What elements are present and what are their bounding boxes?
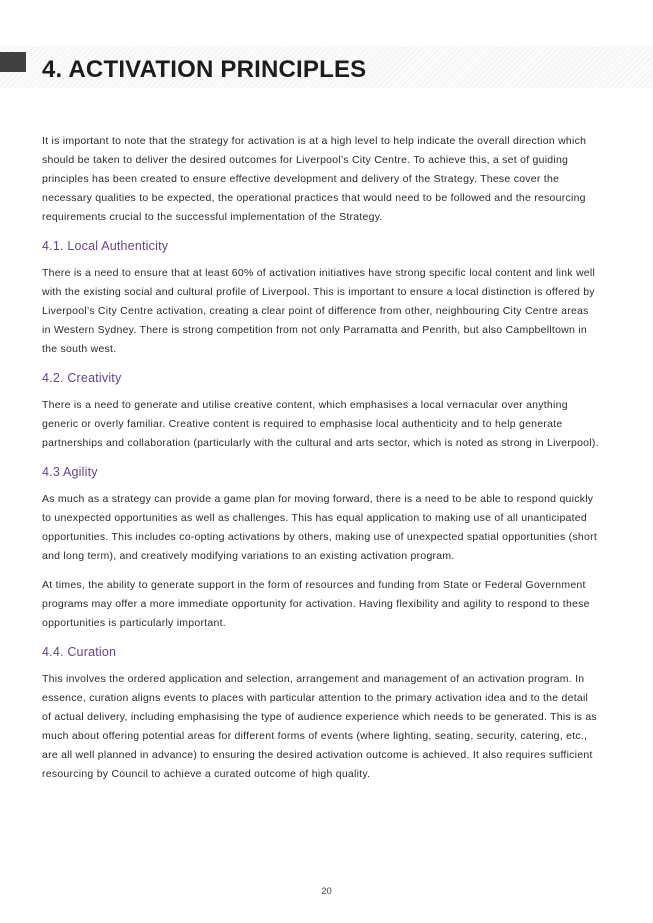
page-title: 4. ACTIVATION PRINCIPLES — [42, 56, 367, 83]
section-heading-local-authenticity: 4.1. Local Authenticity — [42, 239, 169, 253]
section-paragraph: As much as a strategy can provide a game plan for moving forward, there is a need to be able to respond quickly to unexpected opportunities as well as challenges. This has equal application to making use of all unanticipated opportunities. This includes co-opting activations by others, making use of unexpected spatial opportunities (short and long term), and creatively modifying variations to an existing activation program. — [42, 493, 598, 562]
intro-paragraph: It is important to note that the strategy for activation is at a high level to help indicate the overall direction which should be taken to deliver the desired outcomes for Liverpool’s City Centre. To achieve this, a set of guiding principles has been created to ensure effective development and delivery of the Strategy. These cover the necessary qualities to be expected, the operational practices that would need to be followed and the resourcing requirements crucial to the successful implementation of the Strategy. — [42, 135, 587, 223]
section-paragraph: At times, the ability to generate support in the form of resources and funding from State or Federal Government programs may offer a more immediate opportunity for activation. Having flexibility and agility to respond to these opportunities is particularly important. — [42, 579, 590, 629]
section-paragraph: There is a need to ensure that at least 60% of activation initiatives have strong specific local content and link well with the existing social and cultural profile of Liverpool. This is important to ensure a local distinction is offered by Liverpool’s City Centre activation, creating a clear point of difference from other, neighbouring City Centre areas in Western Sydney. There is strong competition from not only Parramatta and Penrith, but also Campbelltown in the south west. — [42, 267, 596, 355]
section-paragraph: This involves the ordered application and selection, arrangement and management of an activation program. In essence, curation aligns events to places with particular attention to the primary activation idea and to the detail of actual delivery, including emphasising the type of audience experience which needs to be generated. This is as much about offering potential areas for different forms of events (where lighting, seating, security, catering, etc., are all well planned in advance) to ensuring the desired activation outcome is achieved. It also requires sufficient resourcing by Council to achieve a curated outcome of high quality. — [42, 673, 597, 780]
section-paragraph: There is a need to generate and utilise creative content, which emphasises a local vernacular over anything generic or overly familiar. Creative content is required to emphasise local authenticity and to help generate partnerships and collaboration (particularly with the cultural and arts sector, which is noted as strong in Liverpool). — [42, 399, 599, 449]
section-heading-agility: 4.3 Agility — [42, 465, 98, 479]
section-heading-curation: 4.4. Curation — [42, 645, 117, 659]
page-content — [42, 132, 600, 794]
header-square-marker — [0, 52, 26, 72]
page-number: 20 — [321, 886, 332, 897]
section-heading-creativity: 4.2. Creativity — [42, 371, 122, 385]
